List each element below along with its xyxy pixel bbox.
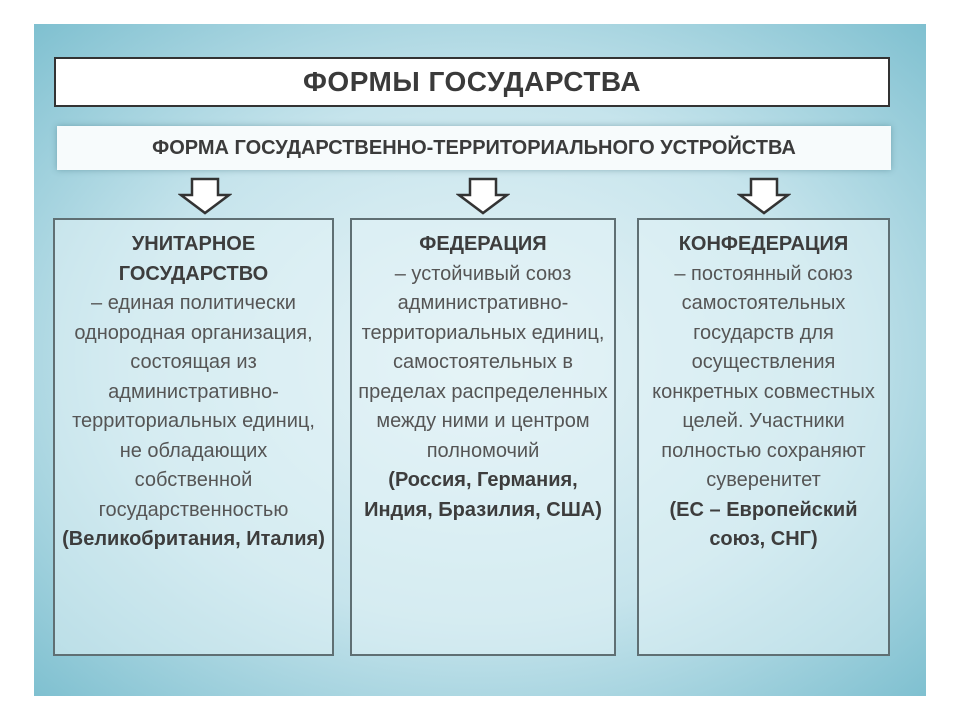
down-arrow-icon [737, 177, 791, 215]
column-heading: КОНФЕДЕРАЦИЯ [678, 233, 849, 255]
column-heading: УНИТАРНОЕ ГОСУДАРСТВО [118, 233, 269, 285]
confederation-box [637, 218, 890, 656]
column-examples: (ЕС – Европейский союз, СНГ) [669, 498, 858, 550]
down-arrow-icon [456, 177, 510, 215]
column-examples: (Россия, Германия, Индия, Бразилия, США) [364, 469, 602, 521]
diagram-subtitle: ФОРМА ГОСУДАРСТВЕННО-ТЕРРИТОРИАЛЬНОГО УСТРОЙСТВА [57, 126, 891, 170]
column-definition: – постоянный союз самостоятельных государств для осуществления конкретных совместных целей. Участники полностью сохраняют суверенитет [652, 262, 875, 491]
diagram-title: ФОРМЫ ГОСУДАРСТВА [54, 57, 890, 107]
column-definition: – устойчивый союз административно-территориальных единиц, самостоятельных в пределах распределенных между ними и центром полномочий [358, 262, 608, 462]
federation-box [350, 218, 616, 656]
column-heading: ФЕДЕРАЦИЯ [419, 233, 547, 255]
down-arrow-icon [178, 177, 232, 215]
column-examples: (Великобритания, Италия) [62, 528, 325, 550]
column-definition: – единая политически однородная организация, состоящая из административно-территориальных единиц, не обладающих собственной государственностью [72, 292, 315, 521]
unitary-state-box [53, 218, 334, 656]
